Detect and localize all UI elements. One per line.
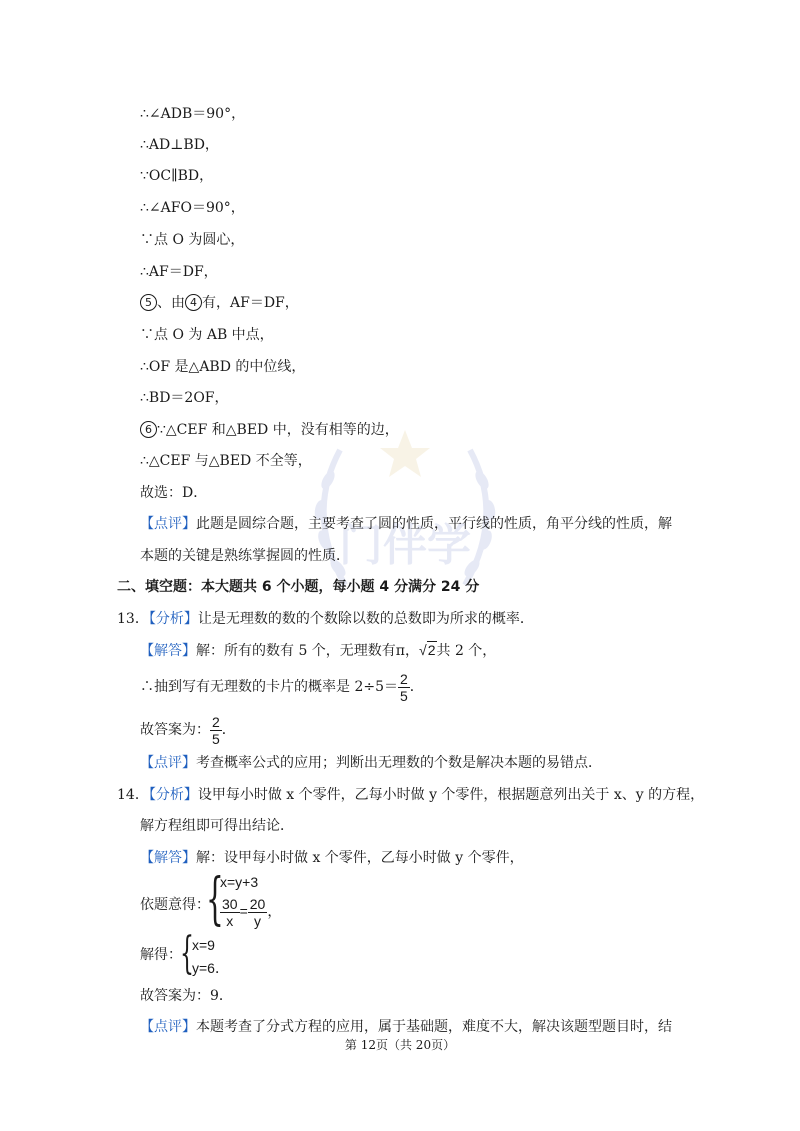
setup-label: 依题意得： [140,897,210,913]
q13-final-answer [140,713,236,747]
q14-answer-line [140,848,524,868]
numerator: 30 [222,896,238,912]
solution-2-text: y=6 [192,960,215,976]
proof-line-9: ∴OF 是△ABD 的中位线， [140,359,306,375]
proof-line-8: ∵点 O 为 AB 中点， [140,327,274,343]
fraction-20-y [248,896,268,929]
proof-line-7-text-b: 有，AF＝DF， [202,295,299,311]
numerator: 2 [400,670,408,687]
proof-line-4: ∴∠AFO＝90°， [140,200,245,216]
sqrt-radicand: 2 [427,642,436,658]
q13-probability-text: ∴抽到写有无理数的卡片的概率是 2÷5＝ [140,679,398,695]
q13-answer-text-b: 共 2 个， [436,643,497,659]
q13-number: 13． [117,611,149,627]
q14-comment-text: 本题考查了分式方程的应用，属于基础题，难度不大，解决该题型题目时，结 [196,1019,672,1035]
left-brace-solution: { [180,928,194,979]
q13-comment [140,753,602,773]
proof-line-7-text-a: 、由 [157,295,185,311]
circled-number-5: 5 [140,294,157,311]
denominator: x [226,913,234,929]
period: ． [409,679,424,695]
proof-line-11-text: ∵△CEF 和△BED 中，没有相等的边， [157,422,399,438]
fraction-2-5 [398,671,410,704]
proof-line-12: ∴△CEF 与△BED 不全等， [140,453,312,469]
q13-comment-text: 考查概率公式的应用；判断出无理数的个数是解决本题的易错点． [196,755,602,771]
final-fraction [210,714,222,747]
proof-line-10: ∴BD＝2OF， [140,390,229,406]
comment-tag: 【点评】 [140,1019,196,1035]
proof-line-6: ∴AF＝DF， [140,264,218,280]
comma: ， [267,903,282,920]
answer-choice-line: 故选：D． [140,485,208,501]
q13-answer-line [140,640,496,661]
q14-comment [140,1017,672,1037]
sqrt-expression: √2 [419,642,436,658]
page-footer: 第 12页（共 20页） [344,1038,456,1052]
circled-number-6: 6 [140,421,157,438]
comment-12 [140,514,672,534]
comment-tag: 【点评】 [140,516,196,532]
q14-answer-text: 解：设甲每小时做 x 个零件，乙每小时做 y 个零件， [196,850,524,866]
q14-analysis-line [117,785,704,805]
answer-tag: 【解答】 [140,850,196,866]
q14-final-answer: 故答案为：9． [140,988,233,1004]
solve-label: 解得： [140,947,182,963]
equals-sign: = [239,903,248,920]
final-answer-label: 故答案为： [140,722,210,738]
q13-analysis-line [117,609,534,629]
proof-line-7 [140,293,299,313]
q14-analysis-text-2: 解方程组即可得出结论． [140,818,294,834]
fraction-30-x [220,896,240,929]
period: ． [214,960,229,976]
denominator: 5 [212,730,220,747]
comment-tag: 【点评】 [140,755,196,771]
solution-1: x=9 [192,937,215,953]
circled-number-4: 4 [185,294,202,311]
q13-answer-text-a: 解：所有的数有 5 个，无理数有π， [196,643,420,659]
denominator: 5 [400,687,408,704]
numerator: 20 [249,896,266,912]
equation-1: x=y+3 [220,874,259,890]
left-brace: { [206,867,224,932]
denominator: y [254,913,262,929]
proof-line-1: ∴∠ADB＝90°， [140,106,246,122]
numerator: 2 [212,713,220,730]
proof-line-3: ∵OC∥BD， [140,168,214,184]
solution-2 [192,958,229,978]
q13-analysis-text: 让是无理数的数的个数除以数的总数即为所求的概率． [197,611,534,627]
proof-line-11 [140,420,399,440]
proof-line-2: ∴AD⊥BD， [140,137,219,153]
analysis-tag: 【分析】 [148,611,198,627]
q14-number: 14． [117,787,149,803]
equation-2 [220,896,281,929]
q14-analysis-text-1: 设甲每小时做 x 个零件，乙每小时做 y 个零件，根据题意列出关于 x、y 的方程， [197,787,705,803]
proof-line-5: ∵点 O 为圆心， [140,232,245,248]
comment-text-1: 此题是圆综合题，主要考查了圆的性质，平行线的性质，角平分线的性质，解 [196,516,672,532]
analysis-tag: 【分析】 [148,787,198,803]
comment-text-2: 本题的关键是熟练掌握圆的性质． [140,548,350,564]
q13-probability-line [140,670,424,704]
section-heading: 二、填空题：本大题共 6 个小题，每小题 4 分满分 24 分 [117,579,480,595]
answer-tag: 【解答】 [140,643,196,659]
period: ． [221,722,236,738]
watermark-text: 门伴学 [339,520,471,571]
